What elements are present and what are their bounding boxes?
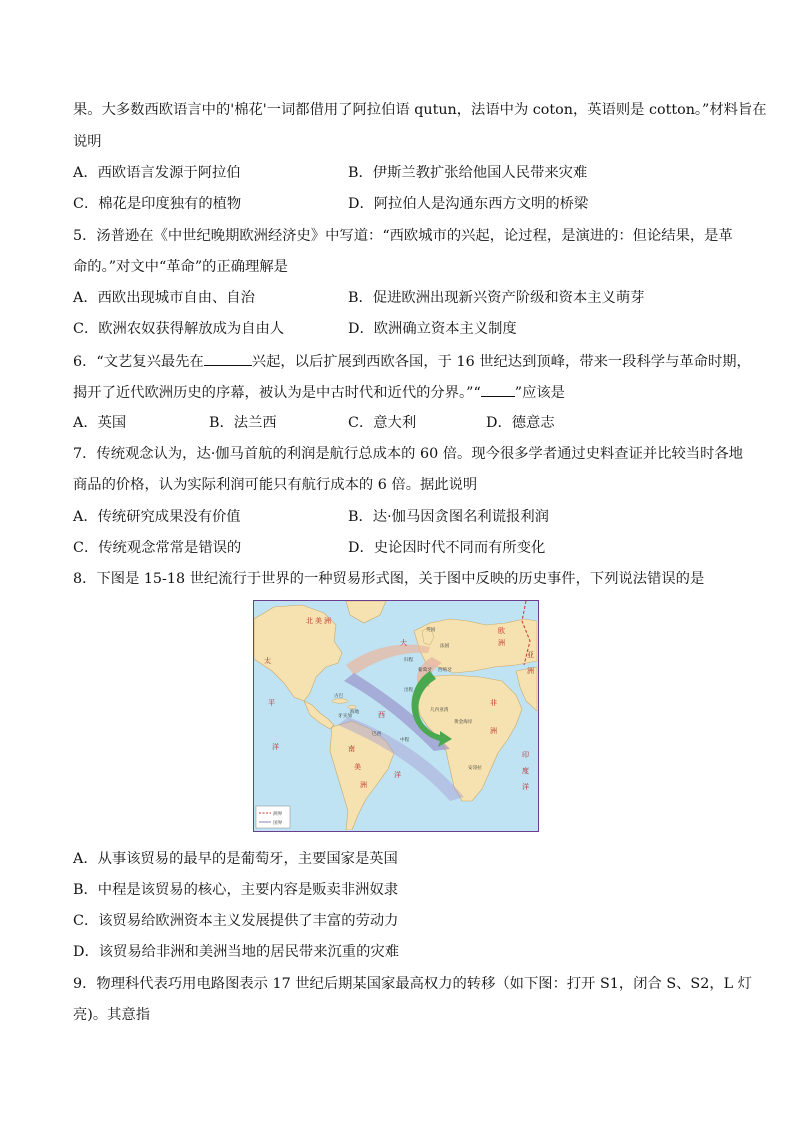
label-indian-3: 洋: [522, 783, 529, 791]
label-north-america-3: 洲: [324, 617, 331, 625]
q8-stem-line-1: 8．下图是 15-18 世纪流行于世界的一种贸易形式图，关于图中反映的历史事件，下列说法错误的是: [73, 571, 705, 587]
q7-option-c[interactable]: C．传统观念常常是错误的: [73, 540, 242, 556]
q6-blank-2: [481, 382, 515, 397]
q6-option-b[interactable]: B．法兰西: [209, 415, 277, 431]
q8-option-c[interactable]: C．该贸易给欧洲资本主义发展提供了丰富的劳动力: [73, 913, 399, 929]
label-portugal: 葡萄牙: [418, 668, 432, 673]
label-gold-coast: 黄金海岸: [454, 720, 473, 725]
q8-option-a[interactable]: A．从事该贸易的最早的是葡萄牙，主要国家是英国: [73, 851, 398, 867]
label-outbound-route: 出程: [404, 688, 414, 693]
label-north-america-1: 北: [306, 617, 313, 625]
hispaniola-island: [348, 705, 356, 709]
label-africa-2: 洲: [490, 727, 497, 735]
q7-option-a[interactable]: A．传统研究成果没有价值: [73, 509, 241, 525]
label-cuba: 古巴: [334, 694, 344, 699]
q4-option-c[interactable]: C．棉花是印度独有的植物: [73, 196, 242, 212]
label-indian-1: 印: [522, 751, 529, 759]
q6-stem-line-2: [73, 382, 565, 403]
label-south-america-1: 南: [348, 745, 355, 753]
q6-option-c[interactable]: C．意大利: [348, 415, 417, 431]
label-brazil: 巴西: [372, 732, 382, 737]
label-asia-2: 洲: [527, 667, 534, 675]
label-pacific-3: 洋: [272, 743, 279, 751]
legend-country-border-label: 国界: [273, 821, 283, 826]
q9-stem-line-2: 亮)。其意指: [73, 1007, 151, 1023]
legend-continent-border-label: 洲界: [273, 812, 283, 817]
q7-stem-line-2: 商品的价格，认为实际利润可能只有航行成本的 6 倍。据此说明: [73, 477, 478, 493]
label-north-america-2: 美: [315, 617, 322, 625]
q6-stem-line-1: [73, 351, 751, 372]
label-south-america-3: 洲: [360, 781, 367, 789]
cuba-island: [332, 699, 348, 703]
label-pacific-1: 太: [264, 657, 271, 665]
label-africa-1: 非: [490, 699, 497, 707]
q7-option-d[interactable]: D．史论因时代不同而有所变化: [348, 540, 546, 556]
label-atlantic-3: 洋: [394, 771, 401, 779]
label-asia-1: 亚: [527, 651, 534, 659]
label-indian-2: 度: [522, 767, 529, 775]
label-britain: 英国: [426, 628, 436, 633]
label-atlantic-1: 大: [400, 639, 407, 647]
q4-option-b[interactable]: B．伊斯兰教扩张给他国人民带来灾难: [348, 165, 588, 181]
label-europe-2: 洲: [498, 639, 505, 647]
trade-map-svg: [254, 601, 537, 830]
label-guinea: 几内亚湾: [430, 708, 449, 713]
q4-stem-line-1: 果。大多数西欧语言中的'棉花'一词都借用了阿拉伯语 qutun，法语中为 coton，英语则是 cotton。”材料旨在: [73, 102, 767, 118]
q9-stem-line-1: 9．物理科代表巧用电路图表示 17 世纪后期某国家最高权力的转移（如下图：打开 S1，闭合 S、S2，L 灯: [73, 976, 752, 992]
q6-option-d[interactable]: D．德意志: [486, 415, 555, 431]
triangular-trade-map: [253, 600, 539, 832]
q5-stem-line-2: 命的。”对文中“革命”的正确理解是: [73, 259, 288, 275]
q4-option-d[interactable]: D．阿拉伯人是沟通东西方文明的桥梁: [348, 196, 589, 212]
q8-option-b[interactable]: B．中程是该贸易的核心，主要内容是贩卖非洲奴隶: [73, 882, 399, 898]
q8-option-d[interactable]: D．该贸易给非洲和美洲当地的居民带来沉重的灾难: [73, 944, 399, 960]
label-haiti: 海地: [350, 710, 360, 715]
label-south-america-2: 美: [354, 763, 361, 771]
q5-option-d[interactable]: D．欧洲确立资本主义制度: [348, 321, 517, 337]
q6-blank-1: [204, 351, 252, 366]
label-jamaica: 牙买加: [338, 714, 352, 719]
q6-stem-part-c: 揭开了近代欧洲历史的序幕，被认为是中古时代和近代的分界。”“: [73, 385, 481, 401]
q5-option-b[interactable]: B．促进欧洲出现新兴资产阶级和资本主义萌芽: [348, 290, 645, 306]
label-pacific-2: 平: [268, 699, 275, 707]
label-europe-1: 欧: [498, 627, 505, 635]
q4-option-a[interactable]: A．西欧语言发源于阿拉伯: [73, 165, 241, 181]
q5-option-c[interactable]: C．欧洲农奴获得解放成为自由人: [73, 321, 285, 337]
q7-option-b[interactable]: B．达·伽马因贪图名利谎报利润: [348, 509, 549, 525]
label-spain: 西班牙: [438, 668, 452, 673]
q5-stem-line-1: 5．汤普逊在《中世纪晚期欧洲经济史》中写道：“西欧城市的兴起，论过程，是演进的：但论结果，是革: [73, 228, 733, 244]
q4-stem-line-2: 说明: [73, 134, 102, 150]
label-atlantic-2: 西: [378, 711, 385, 719]
q5-option-a[interactable]: A．西欧出现城市自由、自治: [73, 290, 255, 306]
q6-stem-part-b: 兴起，以后扩展到西欧各国，于 16 世纪达到顶峰，带来一段科学与革命时期，: [251, 354, 751, 370]
label-angola: 安哥拉: [468, 766, 482, 771]
label-return-route: 归程: [404, 658, 414, 663]
label-france: 法国: [440, 644, 450, 649]
q6-option-a[interactable]: A．英国: [73, 415, 127, 431]
label-middle-route: 中程: [400, 738, 410, 743]
q7-stem-line-1: 7．传统观念认为，达·伽马首航的利润是航行总成本的 60 倍。现今很多学者通过史料查证并比较当时各地: [73, 446, 743, 462]
q6-stem-part-a: 6．“文艺复兴最先在: [73, 354, 204, 370]
q6-stem-part-d: ”应该是: [514, 385, 565, 401]
